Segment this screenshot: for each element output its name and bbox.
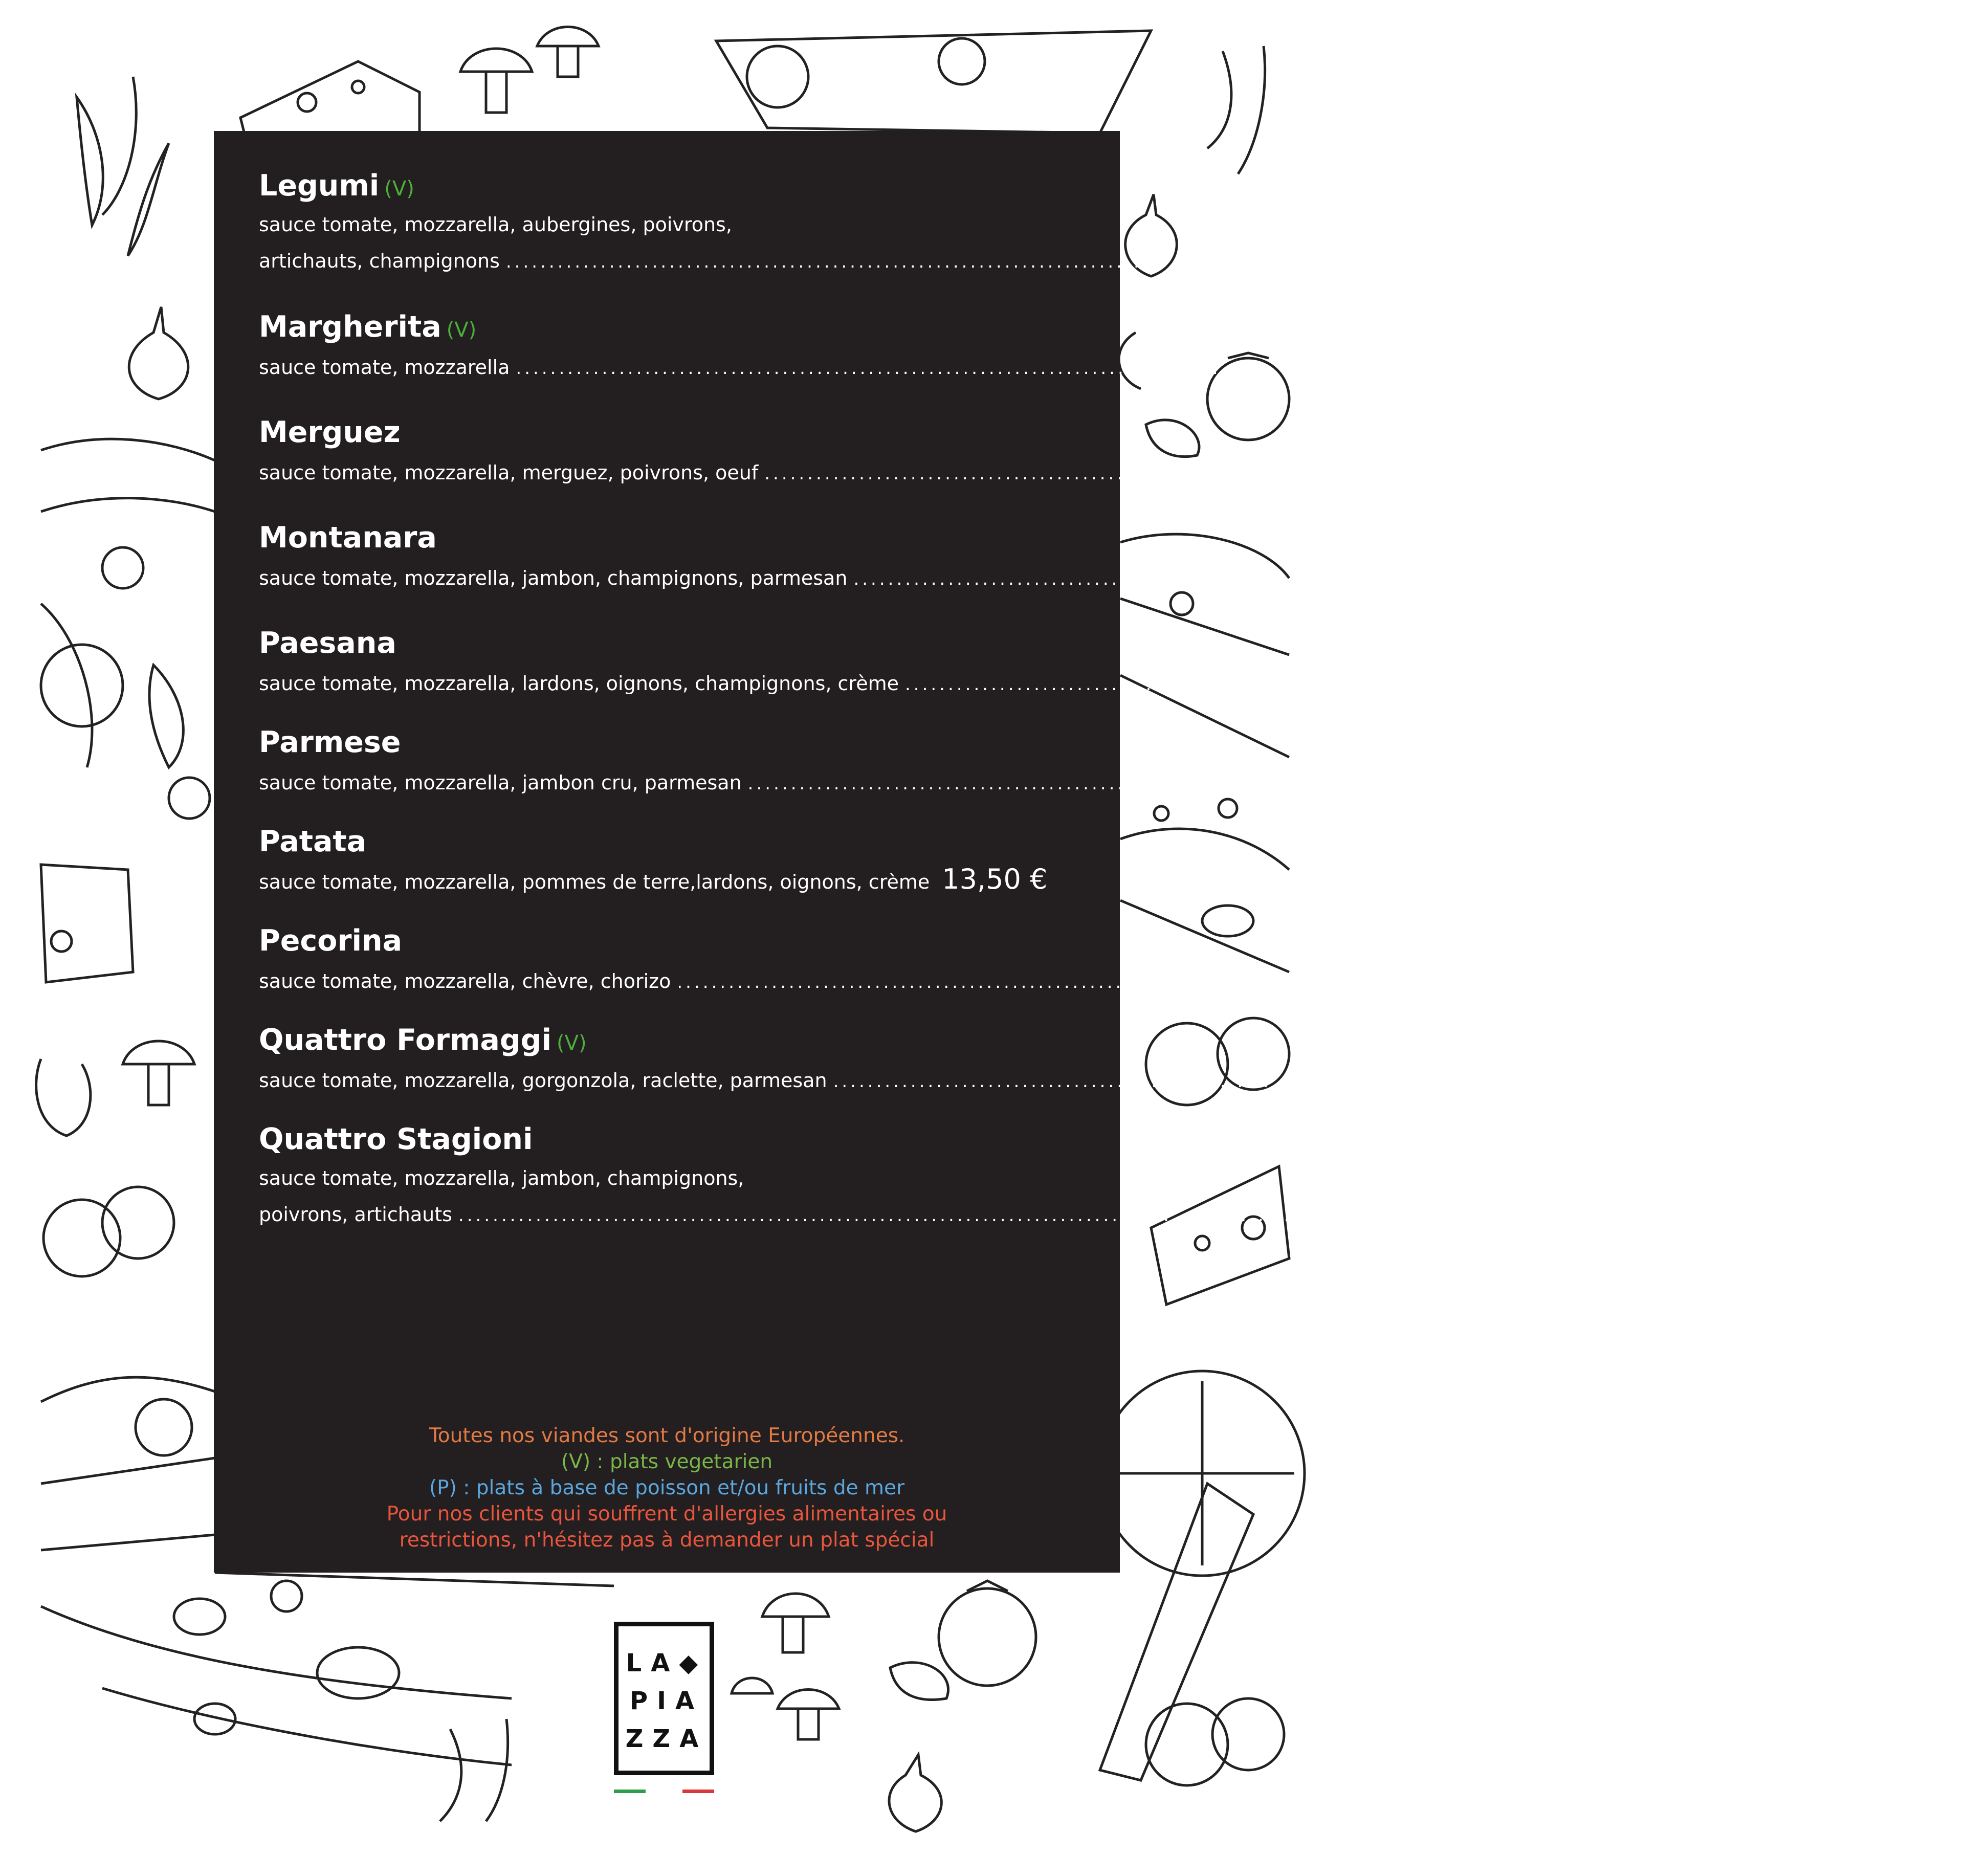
item-description: sauce tomate, mozzarella, jambon, champignons, — [259, 1167, 744, 1189]
item-description: sauce tomate, mozzarella, lardons, oignons, champignons, crème — [259, 672, 899, 695]
leader-dots: ................................................................................................................. — [677, 972, 1649, 992]
fish-legend: (P) : plats à base de poisson et/ou fruits de mer — [429, 1476, 905, 1499]
item-price: 14,00 € — [1725, 764, 1831, 796]
item-name: Merguez — [259, 415, 401, 449]
item-price: 13,50 € — [1883, 665, 1988, 697]
menu-item — [259, 624, 1988, 698]
item-name — [259, 1021, 1047, 1059]
menu-item — [259, 519, 1937, 592]
menu-item — [259, 823, 1047, 896]
item-name — [259, 308, 1047, 346]
item-name: Patata — [259, 825, 367, 858]
menu-item — [259, 723, 1831, 797]
item-price-line — [259, 1061, 1916, 1095]
item-description: sauce tomate, mozzarella, chèvre, chorizo — [259, 970, 671, 992]
veg-legend: (V) : plats vegetarien — [561, 1450, 773, 1473]
leader-dots: ................................................................................................................. — [833, 1071, 1805, 1092]
item-price-line — [259, 962, 1760, 996]
leader-dots: ................................................................................................................. — [905, 674, 1877, 695]
item-description: sauce tomate, mozzarella — [259, 356, 510, 379]
item-description: sauce tomate, mozzarella, aubergines, poivrons, — [259, 213, 732, 236]
item-description: poivrons, artichauts — [259, 1203, 452, 1226]
item-name: Parmese — [259, 725, 401, 759]
item-description: sauce tomate, mozzarella, jambon, champignons, parmesan — [259, 567, 848, 589]
chili-icon — [77, 97, 103, 225]
item-price-line — [259, 1195, 1542, 1229]
item-name: Pecorina — [259, 924, 403, 958]
menu-item — [259, 308, 1599, 382]
logo-line: PIA — [629, 1687, 704, 1715]
item-price-line — [259, 664, 1988, 698]
logo-line: LA◆ — [626, 1649, 708, 1677]
leader-dots: ................................................................................................................. — [747, 774, 1719, 794]
item-price: 13,50 € — [942, 863, 1048, 895]
basil-icon — [149, 665, 183, 767]
menu-item — [259, 167, 1589, 275]
allergy-note: Pour nos clients qui souffrent d'allergies alimentaires ou — [386, 1503, 947, 1526]
la-piazza-logo — [614, 1622, 714, 1775]
flag-stripe-green — [614, 1790, 646, 1793]
item-price: 13,50 € — [1654, 962, 1760, 995]
item-price-line — [259, 348, 1599, 382]
menu-item — [259, 922, 1760, 996]
item-description: sauce tomate, mozzarella, pommes de terre,lardons, oignons, crème — [259, 871, 930, 893]
item-name: Paesana — [259, 626, 396, 660]
item-title: Legumi — [259, 169, 380, 203]
menu-item — [259, 413, 1848, 487]
veg-tag: (V) — [384, 177, 414, 201]
menu-notes — [214, 1423, 1120, 1553]
leader-dots: ................................................................................................................. — [505, 252, 1478, 272]
item-name: Quattro Stagioni — [259, 1122, 533, 1156]
logo-line: ZZA — [625, 1725, 708, 1753]
item-description: sauce tomate, mozzarella, merguez, poivrons, oeuf — [259, 461, 759, 484]
item-title: Quattro Formaggi — [259, 1023, 552, 1057]
item-name — [259, 167, 1047, 205]
leader-dots: ................................................................................................................. — [764, 463, 1736, 484]
leader-dots: ................................................................................................................. — [853, 569, 1825, 589]
item-price-line — [259, 559, 1937, 592]
item-price: 14,00 € — [1810, 1062, 1916, 1094]
menu-panel — [214, 131, 1988, 1573]
menu-item — [259, 1021, 1916, 1095]
item-price-line — [259, 763, 1831, 797]
item-price: 14,00 € — [1484, 242, 1589, 274]
item-price: 10,00 € — [1493, 348, 1599, 381]
item-description: sauce tomate, mozzarella, gorgonzola, raclette, parmesan — [259, 1069, 827, 1092]
item-title: Margherita — [259, 310, 441, 344]
origin-note: Toutes nos viandes sont d'origine Européennes. — [429, 1424, 905, 1447]
menu-item — [259, 1120, 1542, 1229]
leader-dots: ................................................................................................................. — [516, 358, 1488, 379]
leader-dots: ................................................................................................................. — [458, 1205, 1430, 1226]
mushroom-icon — [460, 49, 532, 113]
veg-tag: (V) — [446, 318, 477, 342]
item-price: 13,50 € — [1831, 559, 1937, 591]
allergy-note: restrictions, n'hésitez pas à demander un plat spécial — [399, 1529, 935, 1552]
cheese-icon — [240, 61, 419, 138]
flag-stripe-red — [682, 1790, 714, 1793]
item-price-line — [259, 863, 1047, 896]
item-name: Montanara — [259, 521, 437, 555]
item-price-line — [259, 453, 1848, 487]
item-price-line — [259, 241, 1589, 275]
item-price: 14,00 € — [1436, 1196, 1542, 1228]
veg-tag: (V) — [557, 1031, 587, 1055]
item-price: 14,00 € — [1742, 454, 1848, 486]
item-description: artichauts, champignons — [259, 250, 500, 272]
item-description: sauce tomate, mozzarella, jambon cru, parmesan — [259, 771, 742, 794]
